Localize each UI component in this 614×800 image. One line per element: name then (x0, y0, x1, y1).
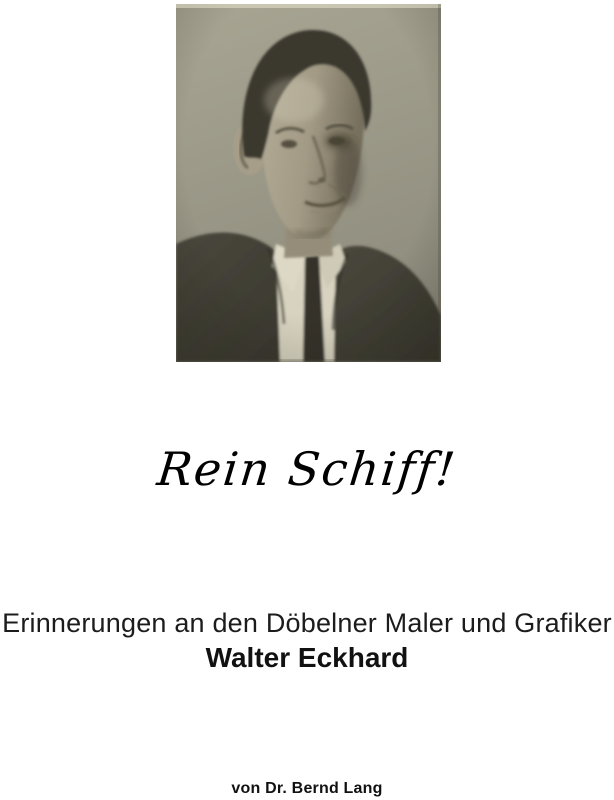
subtitle-line: Erinnerungen an den Döbelner Maler und Grafiker (2, 608, 612, 638)
book-title-script: Rein Schiff! (154, 442, 460, 496)
author-line: von Dr. Bernd Lang (231, 780, 383, 797)
portrait-photo-illustration (176, 4, 441, 362)
title-block (0, 607, 614, 676)
photo-edges (176, 4, 441, 362)
subject-name: Walter Eckhard (205, 642, 409, 673)
portrait-photo (176, 4, 441, 362)
